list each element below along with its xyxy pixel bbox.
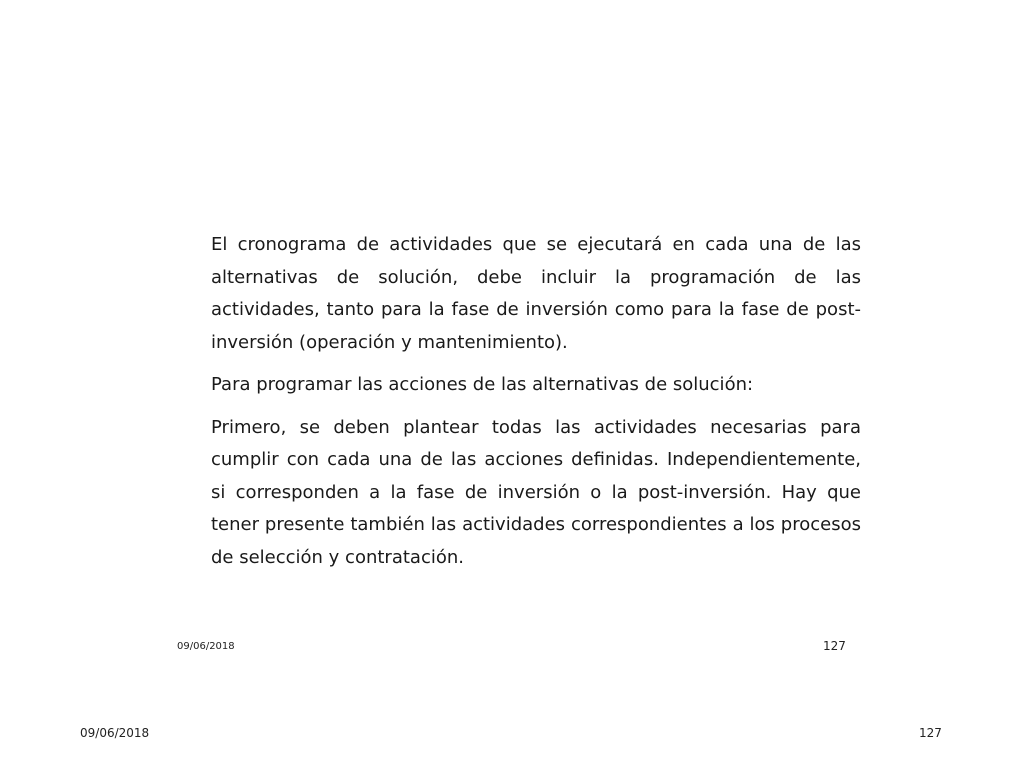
page-footer-page-number: 127 — [919, 726, 942, 740]
slide-body-text — [211, 229, 861, 584]
paragraph-programar-acciones: Para programar las acciones de las alternativas de solución: — [211, 374, 754, 395]
page-footer-date: 09/06/2018 — [80, 726, 150, 740]
paragraph-primero: Primero, se deben plantear todas las actividades necesarias para cumplir con cada una de las acciones definidas. Independientemente, si corresponden a la fase de inversión o la post-inversión. Hay que tener presente también las actividades correspondientes a los procesos de selección y contratación. — [211, 416, 861, 568]
slide-footer-page-number: 127 — [823, 639, 846, 653]
slide-footer-date: 09/06/2018 — [177, 641, 235, 652]
paragraph-cronograma: El cronograma de actividades que se ejecutará en cada una de las alternativas de solución, debe incluir la programación de las actividades, tanto para la fase de inversión como para la fase de post-inversión (operación y mantenimiento). — [211, 234, 861, 353]
